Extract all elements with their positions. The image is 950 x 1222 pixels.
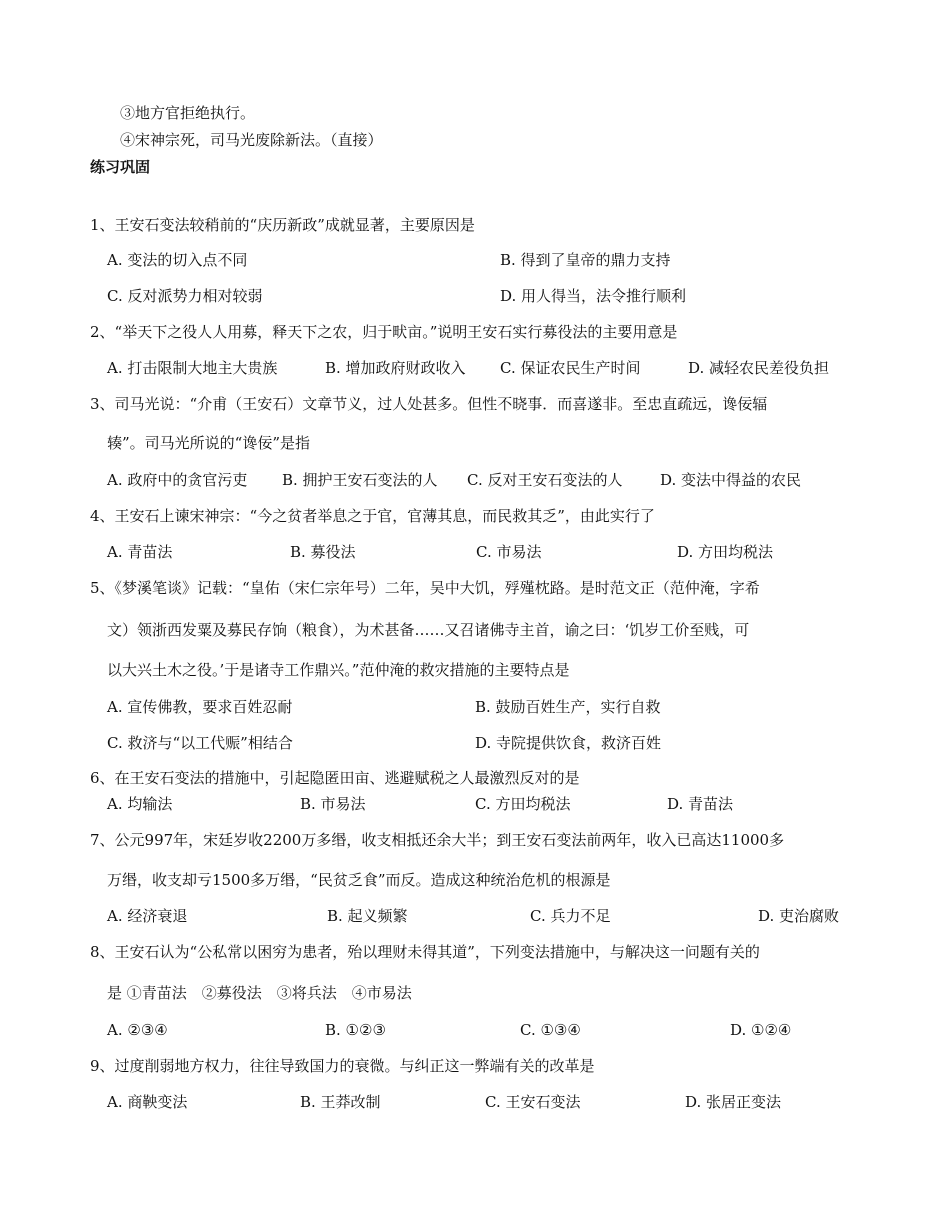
question-4-option-a: A. 青苗法	[107, 543, 173, 561]
question-5-stem-line-1: 5、《梦溪笔谈》记载：“皇佑（宋仁宗年号）二年，吴中大饥，殍殣枕路。是时范文正（范仲淹，字希	[90, 579, 760, 597]
question-6-option-c: C. 方田均税法	[475, 795, 571, 813]
section-title: 练习巩固	[90, 158, 151, 176]
question-7-option-c: C. 兵力不足	[530, 907, 611, 925]
question-1-option-b: B. 得到了皇帝的鼎力支持	[500, 251, 671, 269]
question-6-option-d: D. 青苗法	[667, 795, 734, 813]
question-3-stem-line-1: 3、司马光说：“介甫（王安石）文章节义，过人处甚多。但性不晓事．而喜遂非。至忠直疏远，谗佞辐	[90, 395, 768, 413]
question-2-option-c: C. 保证农民生产时间	[500, 359, 641, 377]
question-1-option-a: A. 变法的切入点不同	[107, 251, 248, 269]
question-8-option-c: C. ①③④	[520, 1021, 581, 1039]
question-5-option-b: B. 鼓励百姓生产，实行自救	[475, 698, 661, 716]
question-1-option-d: D. 用人得当，法令推行顺利	[500, 287, 687, 305]
question-8-stem-line-1: 8、王安石认为“公私常以困穷为患者，殆以理财未得其道”，下列变法措施中，与解决这一问题有关的	[90, 943, 760, 961]
question-5-option-d: D. 寺院提供饮食，救济百姓	[475, 734, 662, 752]
question-4-option-c: C. 市易法	[476, 543, 542, 561]
question-4-stem: 4、王安石上谏宋神宗：“今之贫者举息之于官，官薄其息，而民救其乏”，由此实行了	[90, 507, 655, 525]
question-9-option-a: A. 商鞅变法	[107, 1093, 188, 1111]
question-5-stem-line-2: 文）领浙西发粟及募民存饷（粮食），为术甚备……又召诸佛寺主首，谕之曰：‘饥岁工价至贱，可	[107, 621, 750, 639]
question-8-option-a: A. ②③④	[107, 1021, 168, 1039]
question-9-option-b: B. 王莽改制	[300, 1093, 381, 1111]
question-6-stem: 6、在王安石变法的措施中，引起隐匿田亩、逃避赋税之人最激烈反对的是	[90, 769, 580, 787]
question-7-stem-line-1: 7、公元997年，宋廷岁收2200万多缗，收支相抵还余大半；到王安石变法前两年，收入已高达11000多	[90, 831, 785, 849]
question-3-stem-line-2: 辏”。司马光所说的“谗佞”是指	[107, 434, 311, 452]
question-5-option-a: A. 宣传佛教，要求百姓忍耐	[107, 698, 293, 716]
question-9-option-d: D. 张居正变法	[685, 1093, 782, 1111]
question-4-option-d: D. 方田均税法	[677, 543, 774, 561]
question-2-option-b: B. 增加政府财政收入	[325, 359, 466, 377]
question-4-option-b: B. 募役法	[290, 543, 356, 561]
question-6-option-a: A. 均输法	[107, 795, 173, 813]
question-5-stem-line-3: 以大兴土木之役。’于是诸寺工作鼎兴。”范仲淹的救灾措施的主要特点是	[107, 661, 570, 679]
question-8-option-b: B. ①②③	[325, 1021, 386, 1039]
question-2-option-d: D. 减轻农民差役负担	[688, 359, 830, 377]
question-7-option-b: B. 起义频繁	[327, 907, 408, 925]
question-1-option-c: C. 反对派势力相对较弱	[107, 287, 263, 305]
question-5-option-c: C. 救济与“以工代赈”相结合	[107, 734, 293, 752]
question-9-stem: 9、过度削弱地方权力，往往导致国力的衰微。与纠正这一弊端有关的改革是	[90, 1057, 595, 1075]
question-3-option-b: B. 拥护王安石变法的人	[282, 471, 438, 489]
question-9-option-c: C. 王安石变法	[485, 1093, 581, 1111]
question-6-option-b: B. 市易法	[300, 795, 366, 813]
question-2-stem: 2、“举天下之役人人用募，释天下之农，归于畎亩。”说明王安石实行募役法的主要用意是	[90, 323, 678, 341]
question-8-stem-line-2: 是 ①青苗法 ②募役法 ③将兵法 ④市易法	[107, 984, 412, 1002]
question-1-stem: 1、王安石变法较稍前的“庆历新政”成就显著，主要原因是	[90, 216, 475, 234]
question-8-option-d: D. ①②④	[730, 1021, 792, 1039]
question-2-option-a: A. 打击限制大地主大贵族	[107, 359, 278, 377]
question-3-option-a: A. 政府中的贪官污吏	[107, 471, 248, 489]
question-7-option-d: D. 吏治腐败	[758, 907, 840, 925]
question-7-option-a: A. 经济衰退	[107, 907, 188, 925]
intro-line-4: ④宋神宗死，司马光废除新法。（直接）	[120, 131, 383, 149]
question-3-option-c: C. 反对王安石变法的人	[467, 471, 623, 489]
question-3-option-d: D. 变法中得益的农民	[660, 471, 802, 489]
intro-line-3: ③地方官拒绝执行。	[120, 104, 256, 122]
question-7-stem-line-2: 万缗，收支却亏1500多万缗，“民贫乏食”而反。造成这种统治危机的根源是	[107, 871, 611, 889]
